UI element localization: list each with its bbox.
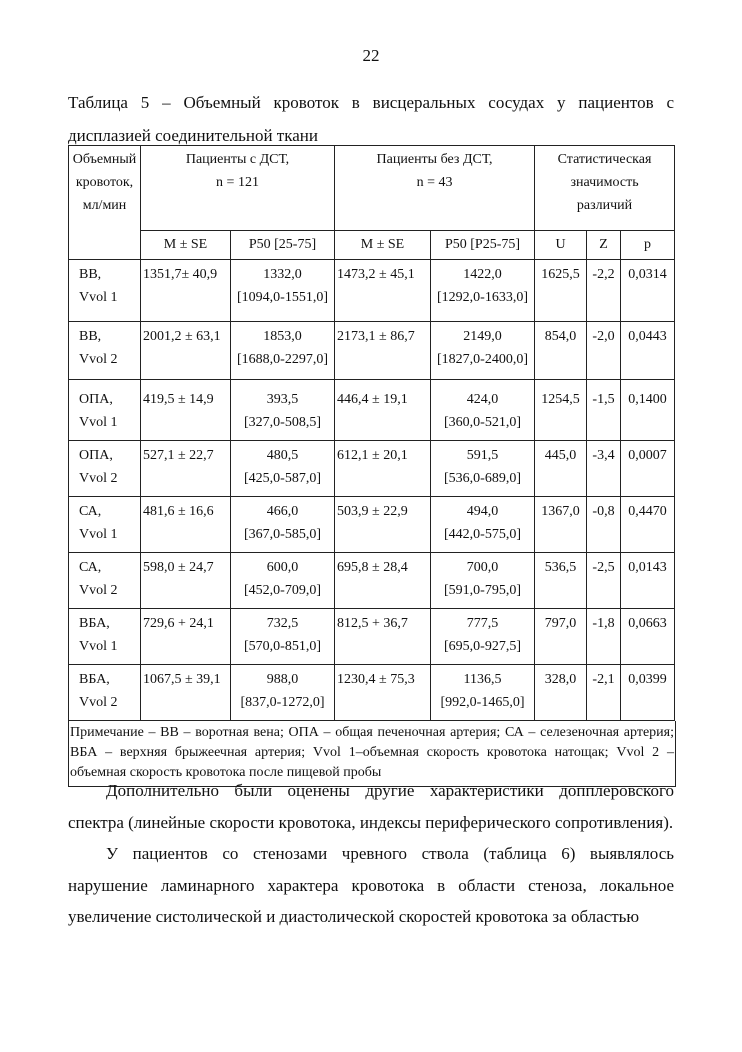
subheader-cell: M ± SE	[335, 231, 431, 260]
row-label: ВБА, Vvol 2	[69, 665, 141, 721]
u-value: 445,0	[535, 441, 587, 497]
p-value: 0,0007	[621, 441, 675, 497]
u-value: 1367,0	[535, 497, 587, 553]
table-row	[69, 322, 675, 380]
mean-se-no-dst: 503,9 ± 22,9	[335, 497, 431, 553]
z-value: -0,8	[587, 497, 621, 553]
z-value: -1,5	[587, 380, 621, 441]
z-value: -1,8	[587, 609, 621, 665]
p-value: 0,1400	[621, 380, 675, 441]
z-value: -2,0	[587, 322, 621, 380]
table-row	[69, 665, 675, 721]
mean-se-dst: 527,1 ± 22,7	[141, 441, 231, 497]
table-row	[69, 380, 675, 441]
median-dst: 600,0 [452,0-709,0]	[231, 553, 335, 609]
median-dst: 393,5 [327,0-508,5]	[231, 380, 335, 441]
median-dst: 988,0 [837,0-1272,0]	[231, 665, 335, 721]
median-no-dst: 424,0 [360,0-521,0]	[431, 380, 535, 441]
median-dst: 466,0 [367,0-585,0]	[231, 497, 335, 553]
median-no-dst: 777,5 [695,0-927,5]	[431, 609, 535, 665]
body-text	[68, 775, 674, 933]
median-no-dst: 1422,0 [1292,0-1633,0]	[431, 260, 535, 322]
header-patients-dst: Пациенты с ДСТ, n = 121	[141, 146, 335, 231]
median-no-dst: 494,0 [442,0-575,0]	[431, 497, 535, 553]
median-no-dst: 591,5 [536,0-689,0]	[431, 441, 535, 497]
p-value: 0,0663	[621, 609, 675, 665]
table-body	[69, 260, 675, 721]
page-number: 22	[362, 46, 380, 65]
p-value: 0,4470	[621, 497, 675, 553]
mean-se-no-dst: 2173,1 ± 86,7	[335, 322, 431, 380]
median-no-dst: 700,0 [591,0-795,0]	[431, 553, 535, 609]
blood-flow-table	[68, 145, 675, 721]
subheader-cell: U	[535, 231, 587, 260]
header-volume-flow: Объемный кровоток, мл/мин	[69, 146, 141, 260]
u-value: 1254,5	[535, 380, 587, 441]
row-label: ВВ, Vvol 1	[69, 260, 141, 322]
caption-line-2: дисплазией соединительной ткани	[68, 126, 318, 145]
row-label: ОПА, Vvol 1	[69, 380, 141, 441]
subheader-cell: M ± SE	[141, 231, 231, 260]
median-dst: 1332,0 [1094,0-1551,0]	[231, 260, 335, 322]
median-dst: 1853,0 [1688,0-2297,0]	[231, 322, 335, 380]
paragraph: У пациентов со стенозами чревного ствола (таблица 6) выявлялось нарушение ламинарного характера кровотока в области стеноза, локальное увеличение систолической и диастолической скоростей кровотока за областью	[68, 844, 674, 927]
u-value: 854,0	[535, 322, 587, 380]
median-no-dst: 1136,5 [992,0-1465,0]	[431, 665, 535, 721]
mean-se-dst: 1351,7± 40,9	[141, 260, 231, 322]
subheader-row	[69, 231, 675, 260]
row-label: ВВ, Vvol 2	[69, 322, 141, 380]
mean-se-no-dst: 1473,2 ± 45,1	[335, 260, 431, 322]
subheader-cell: P50 [25-75]	[231, 231, 335, 260]
table-note: Примечание – ВВ – воротная вена; ОПА – общая печеночная артерия; СА – селезеночная артерия; ВБА – верхняя брыжеечная артерия; Vvol 1–объемная скорость кровотока натощак; Vvol 2 – объемная скорость кровотока после пищевой пробы	[68, 721, 676, 787]
p-value: 0,0443	[621, 322, 675, 380]
z-value: -2,5	[587, 553, 621, 609]
u-value: 536,5	[535, 553, 587, 609]
row-label: СА, Vvol 2	[69, 553, 141, 609]
p-value: 0,0399	[621, 665, 675, 721]
u-value: 328,0	[535, 665, 587, 721]
row-label: ОПА, Vvol 2	[69, 441, 141, 497]
z-value: -2,1	[587, 665, 621, 721]
paragraph: Дополнительно были оценены другие характеристики допплеровского спектра (линейные скорости кровотока, индексы периферического сопротивления).	[68, 781, 674, 832]
median-no-dst: 2149,0 [1827,0-2400,0]	[431, 322, 535, 380]
data-table-wrapper	[68, 145, 674, 787]
table-row	[69, 553, 675, 609]
mean-se-dst: 1067,5 ± 39,1	[141, 665, 231, 721]
header-statistical-significance: Статистическая значимость различий	[535, 146, 675, 231]
median-dst: 480,5 [425,0-587,0]	[231, 441, 335, 497]
subheader-cell: P50 [P25-75]	[431, 231, 535, 260]
p-value: 0,0314	[621, 260, 675, 322]
mean-se-no-dst: 446,4 ± 19,1	[335, 380, 431, 441]
z-value: -2,2	[587, 260, 621, 322]
table-row	[69, 497, 675, 553]
mean-se-dst: 2001,2 ± 63,1	[141, 322, 231, 380]
u-value: 1625,5	[535, 260, 587, 322]
mean-se-dst: 598,0 ± 24,7	[141, 553, 231, 609]
mean-se-no-dst: 1230,4 ± 75,3	[335, 665, 431, 721]
mean-se-no-dst: 695,8 ± 28,4	[335, 553, 431, 609]
mean-se-dst: 419,5 ± 14,9	[141, 380, 231, 441]
mean-se-no-dst: 812,5 + 36,7	[335, 609, 431, 665]
p-value: 0,0143	[621, 553, 675, 609]
table-row	[69, 441, 675, 497]
header-row	[69, 146, 675, 231]
table-row	[69, 609, 675, 665]
subheader-cell: p	[621, 231, 675, 260]
header-patients-no-dst: Пациенты без ДСТ, n = 43	[335, 146, 535, 231]
row-label: СА, Vvol 1	[69, 497, 141, 553]
table-caption	[68, 86, 674, 152]
row-label: ВБА, Vvol 1	[69, 609, 141, 665]
mean-se-dst: 481,6 ± 16,6	[141, 497, 231, 553]
z-value: -3,4	[587, 441, 621, 497]
median-dst: 732,5 [570,0-851,0]	[231, 609, 335, 665]
table-row	[69, 260, 675, 322]
mean-se-dst: 729,6 + 24,1	[141, 609, 231, 665]
u-value: 797,0	[535, 609, 587, 665]
mean-se-no-dst: 612,1 ± 20,1	[335, 441, 431, 497]
subheader-cell: Z	[587, 231, 621, 260]
caption-line-1: Таблица 5 – Объемный кровоток в висцеральных сосудах у пациентов с	[68, 93, 674, 112]
